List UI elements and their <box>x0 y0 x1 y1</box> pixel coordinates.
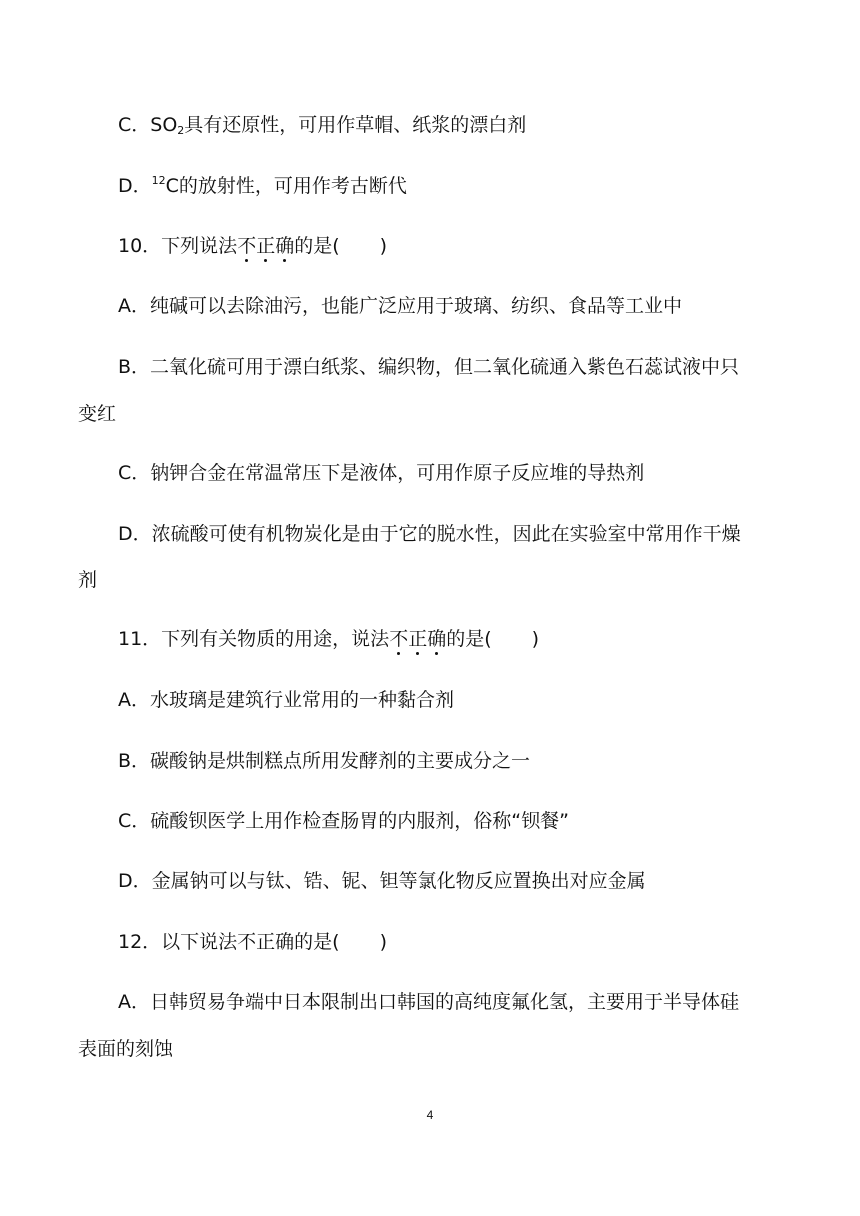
question-text: 的是( <box>446 628 492 650</box>
option-b-q10-continued: 变红 <box>78 403 117 425</box>
question-text: ) <box>531 628 540 650</box>
option-text: 具有还原性，可用作草帽、纸浆的漂白剂 <box>184 114 527 136</box>
question-text: ) <box>379 235 388 257</box>
emphasis-char: 不 <box>389 628 409 650</box>
option-text: C．SO <box>118 114 178 136</box>
emphasis-char: 确 <box>427 628 447 650</box>
question-text: ) <box>379 931 388 953</box>
emphasis-char: 正 <box>408 628 428 650</box>
option-d-q9 <box>78 173 828 199</box>
superscript: 12 <box>151 174 166 187</box>
emphasis-char: 不 <box>237 235 257 257</box>
question-12 <box>78 929 828 955</box>
option-b-q10: B．二氧化硫可用于漂白纸浆、编织物，但二氧化硫通入紫色石蕊试液中只 <box>118 356 740 378</box>
option-c-q10: C．钠钾合金在常温常压下是液体，可用作原子反应堆的导热剂 <box>118 462 645 484</box>
option-a-q11: A．水玻璃是建筑行业常用的一种黏合剂 <box>118 689 454 711</box>
subscript: 2 <box>177 124 185 137</box>
option-c-q9 <box>78 112 828 138</box>
emphasis-char: 正 <box>256 235 276 257</box>
option-d-q10-continued: 剂 <box>78 569 98 591</box>
option-text: C的放射性，可用作考古断代 <box>165 175 407 197</box>
option-a-q12-continued: 表面的刻蚀 <box>78 1038 174 1060</box>
question-11 <box>78 626 828 652</box>
option-b-q11: B．碳酸钠是烘制糕点所用发酵剂的主要成分之一 <box>118 750 531 772</box>
question-text: 12．以下说法不正确的是( <box>118 931 340 953</box>
option-d-q10: D．浓硫酸可使有机物炭化是由于它的脱水性，因此在实验室中常用作干燥 <box>118 523 741 545</box>
question-text: 11．下列有关物质的用途，说法 <box>118 628 390 650</box>
option-a-q12: A．日韩贸易争端中日本限制出口韩国的高纯度氟化氢，主要用于半导体硅 <box>118 991 739 1013</box>
question-text: 的是( <box>294 235 340 257</box>
option-a-q10: A．纯碱可以去除油污，也能广泛应用于玻璃、纺织、食品等工业中 <box>118 295 682 317</box>
option-c-q11: C．硫酸钡医学上用作检查肠胃的内服剂，俗称“钡餐” <box>118 810 569 832</box>
question-10 <box>78 233 828 259</box>
option-label: D． <box>118 175 152 197</box>
option-d-q11: D．金属钠可以与钛、锆、铌、钽等氯化物反应置换出对应金属 <box>118 870 646 892</box>
question-text: 10．下列说法 <box>118 235 238 257</box>
emphasis-char: 确 <box>275 235 295 257</box>
page-number: 4 <box>426 1108 434 1122</box>
